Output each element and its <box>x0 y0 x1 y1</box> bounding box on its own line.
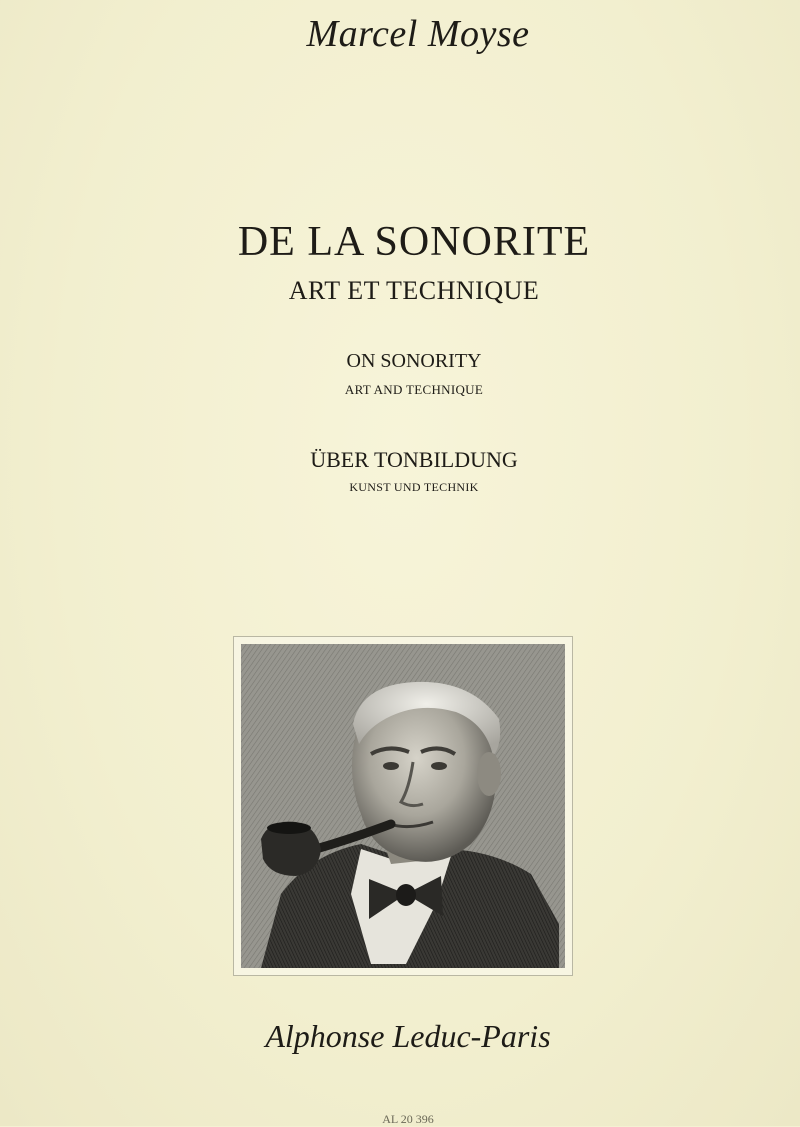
author-name: Marcel Moyse <box>306 13 530 55</box>
subtitle-german: KUNST UND TECHNIK <box>349 480 479 494</box>
catalog-number: AL 20 396 <box>382 1112 434 1126</box>
title-english: ON SONORITY <box>346 350 482 372</box>
title-french: DE LA SONORITE <box>237 219 591 265</box>
subtitle-english: ART AND TECHNIQUE <box>344 382 484 397</box>
portrait-frame <box>233 636 573 976</box>
subtitle-french: ART ET TECHNIQUE <box>288 276 540 305</box>
title-german: ÜBER TONBILDUNG <box>310 447 518 472</box>
publisher-name: Alphonse Leduc-Paris <box>265 1018 551 1054</box>
author-portrait <box>241 644 565 968</box>
